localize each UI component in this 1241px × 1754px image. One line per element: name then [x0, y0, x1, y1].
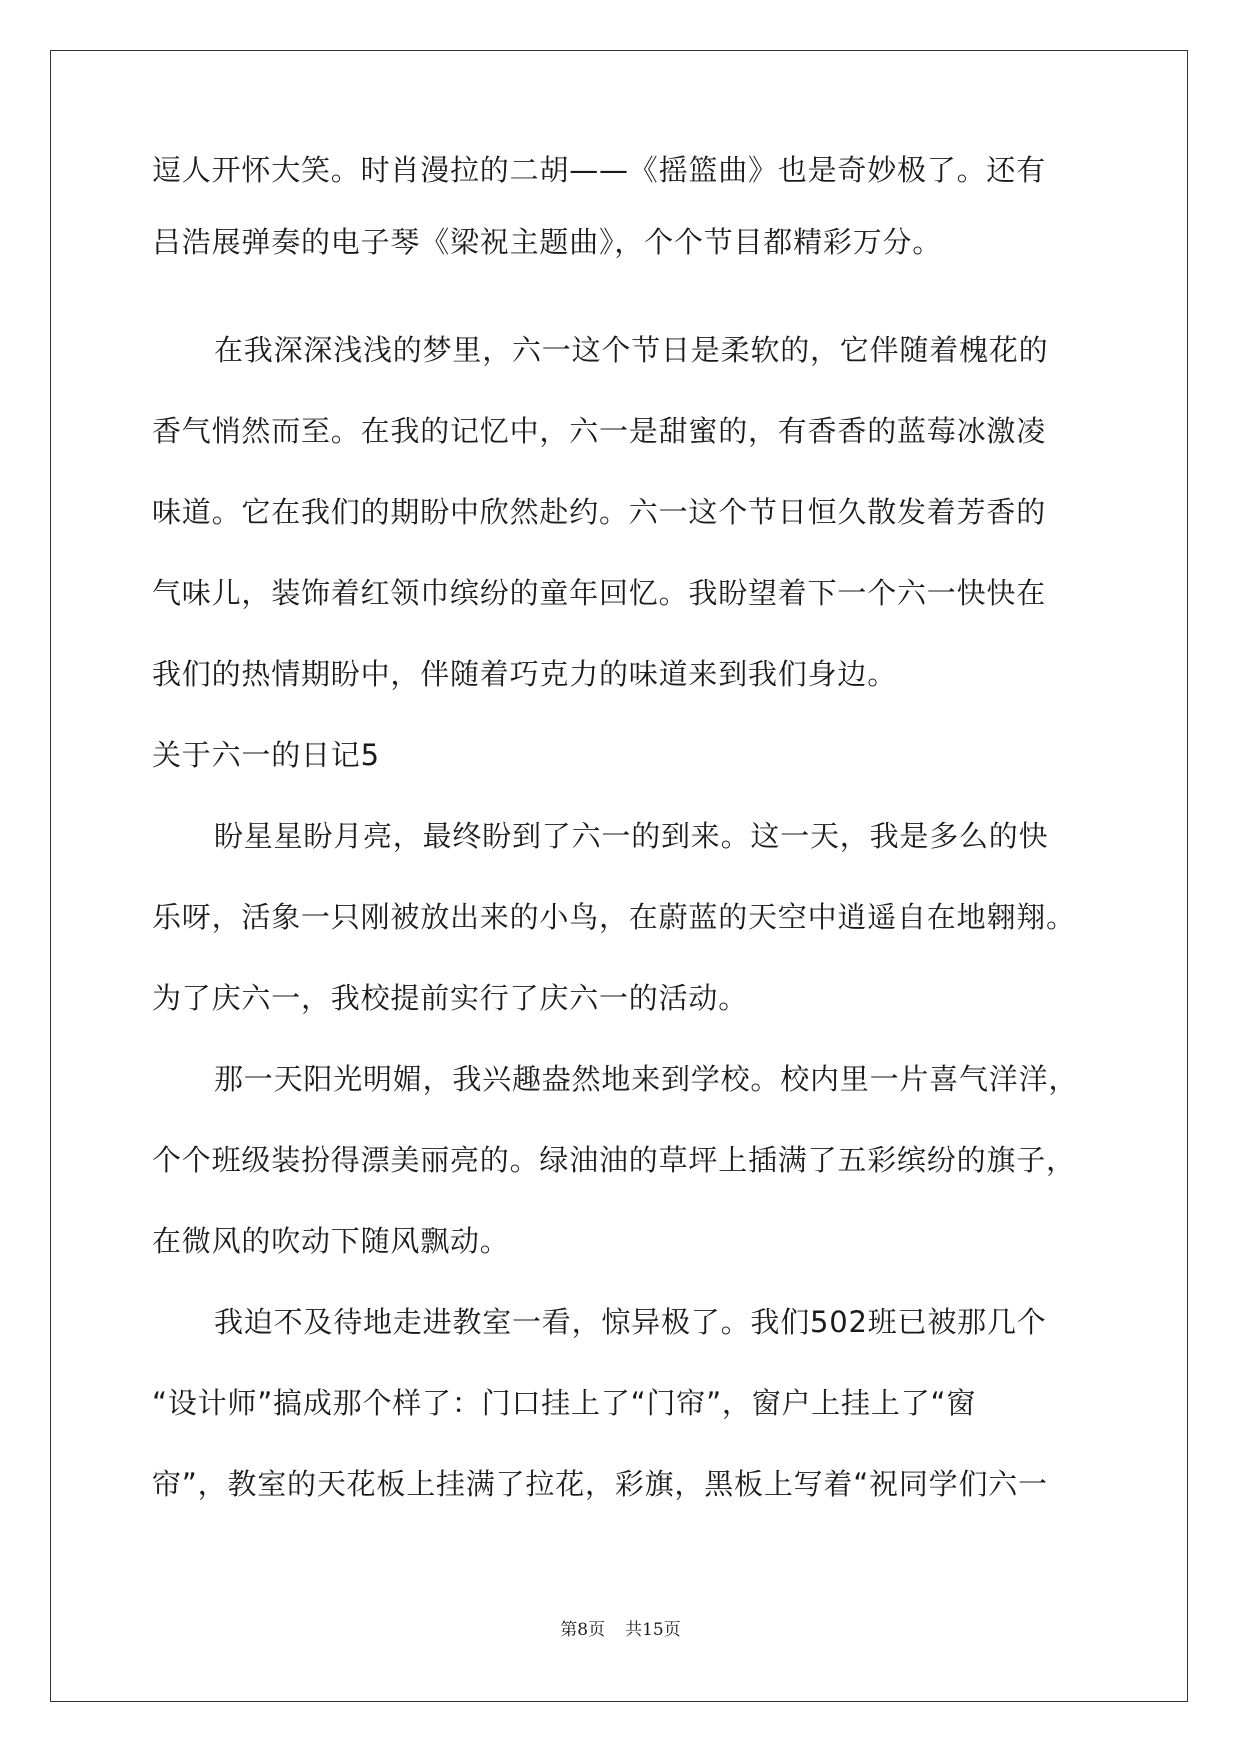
text-line: 帘”，教室的天花板上挂满了拉花，彩旗，黑板上写着“祝同学们六一	[152, 1467, 1048, 1501]
text-line: 我们的热情期盼中，伴随着巧克力的味道来到我们身边。	[152, 657, 898, 691]
text-line: 逗人开怀大笑。时肖漫拉的二胡——《摇篮曲》也是奇妙极了。还有	[152, 153, 1047, 187]
page-border	[50, 50, 1188, 1702]
paragraph-start-line: 那一天阳光明媚，我兴趣盎然地来到学校。校内里一片喜气洋洋，	[214, 1062, 1079, 1096]
paragraph-start-line: 盼星星盼月亮，最终盼到了六一的到来。这一天，我是多么的快	[214, 819, 1049, 853]
text-line: 吕浩展弹奏的电子琴《梁祝主题曲》，个个节目都精彩万分。	[152, 225, 943, 259]
page-number: 第8页	[560, 1620, 606, 1640]
text-line: “设计师”搞成那个样了：门口挂上了“门帘”，窗户上挂上了“窗	[152, 1386, 977, 1420]
page-footer	[0, 1618, 1241, 1642]
text-line: 味道。它在我们的期盼中欣然赴约。六一这个节日恒久散发着芳香的	[152, 495, 1047, 529]
text-line: 为了庆六一，我校提前实行了庆六一的活动。	[152, 981, 749, 1015]
text-line: 个个班级装扮得漂美丽亮的。绿油油的草坪上插满了五彩缤纷的旗子，	[152, 1143, 1076, 1177]
text-line: 气味儿，装饰着红领巾缤纷的童年回忆。我盼望着下一个六一快快在	[152, 576, 1047, 610]
paragraph-start-line: 在我深深浅浅的梦里，六一这个节日是柔软的，它伴随着槐花的	[214, 333, 1049, 367]
text-line: 在微风的吹动下随风飘动。	[152, 1224, 510, 1258]
section-heading: 关于六一的日记5	[152, 738, 380, 772]
page-total: 共15页	[625, 1620, 681, 1640]
paragraph-start-line: 我迫不及待地走进教室一看，惊异极了。我们502班已被那几个	[214, 1305, 1047, 1339]
text-line: 乐呀，活象一只刚被放出来的小鸟，在蔚蓝的天空中逍遥自在地翱翔。	[152, 900, 1076, 934]
text-line: 香气悄然而至。在我的记忆中，六一是甜蜜的，有香香的蓝莓冰激凌	[152, 414, 1047, 448]
